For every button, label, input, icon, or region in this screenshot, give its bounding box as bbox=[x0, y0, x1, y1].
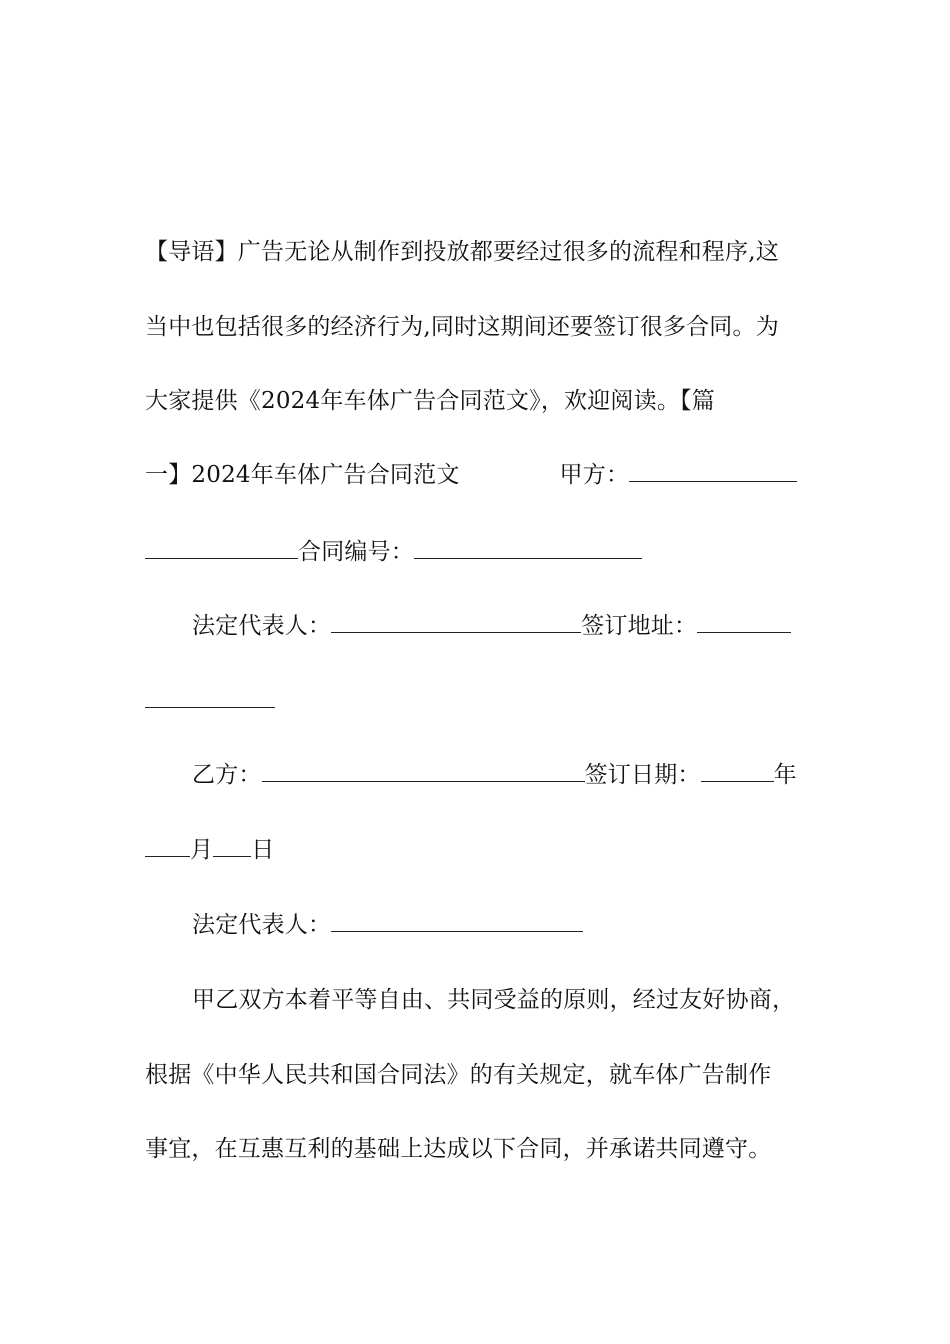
party-b-legal-rep-blank[interactable] bbox=[331, 911, 583, 932]
day-label: 日 bbox=[251, 837, 275, 863]
sign-year-blank[interactable] bbox=[701, 761, 774, 782]
sign-day-blank[interactable] bbox=[213, 836, 251, 857]
party-b-label: 乙方： bbox=[192, 762, 262, 788]
intro-line-1: 【导语】广告无论从制作到投放都要经过很多的流程和程序,这 bbox=[145, 239, 779, 265]
title-party-a-line bbox=[145, 460, 797, 490]
party-b-legal-rep-line bbox=[192, 910, 583, 940]
sign-place-blank-continued[interactable] bbox=[145, 687, 275, 708]
party-a-blank-continued[interactable] bbox=[145, 538, 298, 559]
party-b-blank[interactable] bbox=[262, 761, 585, 782]
year-label: 年 bbox=[773, 762, 797, 788]
contract-no-blank[interactable] bbox=[414, 538, 642, 559]
party-a-label: 甲方： bbox=[559, 462, 630, 488]
month-day-line bbox=[145, 835, 274, 865]
body-line-3: 事宜，在互惠互利的基础上达成以下合同，并承诺共同遵守。 bbox=[145, 1136, 772, 1162]
sign-date-label: 签订日期： bbox=[584, 762, 701, 788]
legal-rep-sign-place-line bbox=[192, 611, 791, 641]
contract-no-label: 合同编号： bbox=[298, 539, 414, 565]
body-line-2: 根据《中华人民共和国合同法》的有关规定，就车体广告制作 bbox=[145, 1062, 772, 1088]
sign-place-blank[interactable] bbox=[697, 612, 791, 633]
sign-place-continued-line bbox=[145, 686, 275, 716]
intro-line-3: 大家提供《2024年车体广告合同范文》，欢迎阅读。【篇 bbox=[145, 388, 715, 414]
contract-title: 一】2024年车体广告合同范文 bbox=[145, 462, 460, 488]
body-line-1: 甲乙双方本着平等自由、共同受益的原则，经过友好协商， bbox=[192, 987, 796, 1013]
party-b-sign-date-line bbox=[192, 760, 797, 790]
intro-line-2: 当中也包括很多的经济行为,同时这期间还要签订很多合同。为 bbox=[145, 314, 779, 340]
sign-place-label: 签订地址： bbox=[581, 613, 698, 639]
sign-month-blank[interactable] bbox=[145, 836, 190, 857]
month-label: 月 bbox=[190, 837, 214, 863]
party-a-blank[interactable] bbox=[629, 461, 797, 482]
contract-no-line bbox=[145, 537, 642, 567]
party-a-legal-rep-label: 法定代表人： bbox=[192, 613, 332, 639]
party-b-legal-rep-label: 法定代表人： bbox=[192, 912, 332, 938]
party-a-legal-rep-blank[interactable] bbox=[331, 612, 581, 633]
